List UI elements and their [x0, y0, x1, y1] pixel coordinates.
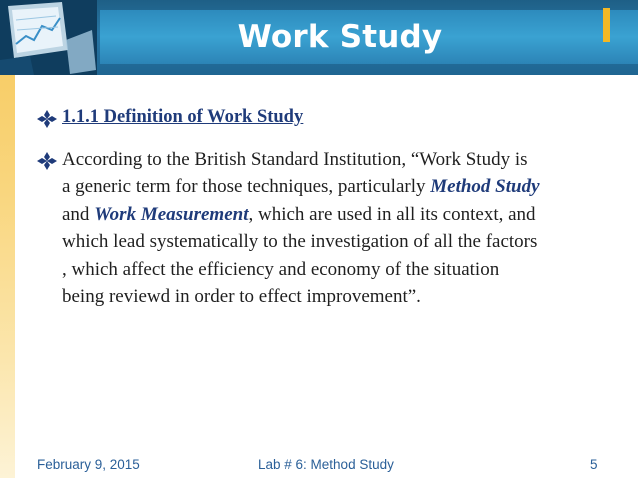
- paragraph-line-3-post: , which are used in all its context, and: [248, 203, 536, 225]
- work-measurement-term: Work Measurement: [94, 203, 249, 225]
- footer-date: February 9, 2015: [37, 457, 140, 472]
- paragraph-line-5: , which affect the efficiency and economy of the situation: [62, 258, 500, 280]
- method-study-term: Method Study: [430, 176, 540, 197]
- heading-text: 1.1.1 Definition of Work Study: [62, 107, 304, 127]
- diamond-four-petal-icon: [36, 151, 58, 171]
- paragraph-line-2: [62, 173, 614, 201]
- slide-title: Work Study: [237, 19, 443, 55]
- paragraph-line-3-pre: and: [62, 203, 95, 225]
- paragraph-line-6: being reviewd in order to effect improvement”.: [62, 286, 421, 307]
- definition-paragraph: [34, 146, 614, 311]
- header-thumbnail-image: [0, 0, 97, 75]
- paragraph-line-4: which lead systematically to the investigation of all the factors: [62, 231, 538, 252]
- paragraph-line-2-text: a generic term for those techniques, particularly: [62, 176, 431, 197]
- definition-heading: [34, 104, 614, 132]
- slide-content: [34, 104, 614, 311]
- footer-title: Lab # 6: Method Study: [258, 457, 394, 472]
- footer-page-number: 5: [590, 457, 598, 472]
- accent-bar: [603, 8, 610, 42]
- paragraph-line-3: [62, 201, 614, 229]
- diamond-four-petal-icon: [36, 109, 58, 129]
- paragraph-line-1: According to the British Standard Institution, “Work Study is: [62, 148, 528, 170]
